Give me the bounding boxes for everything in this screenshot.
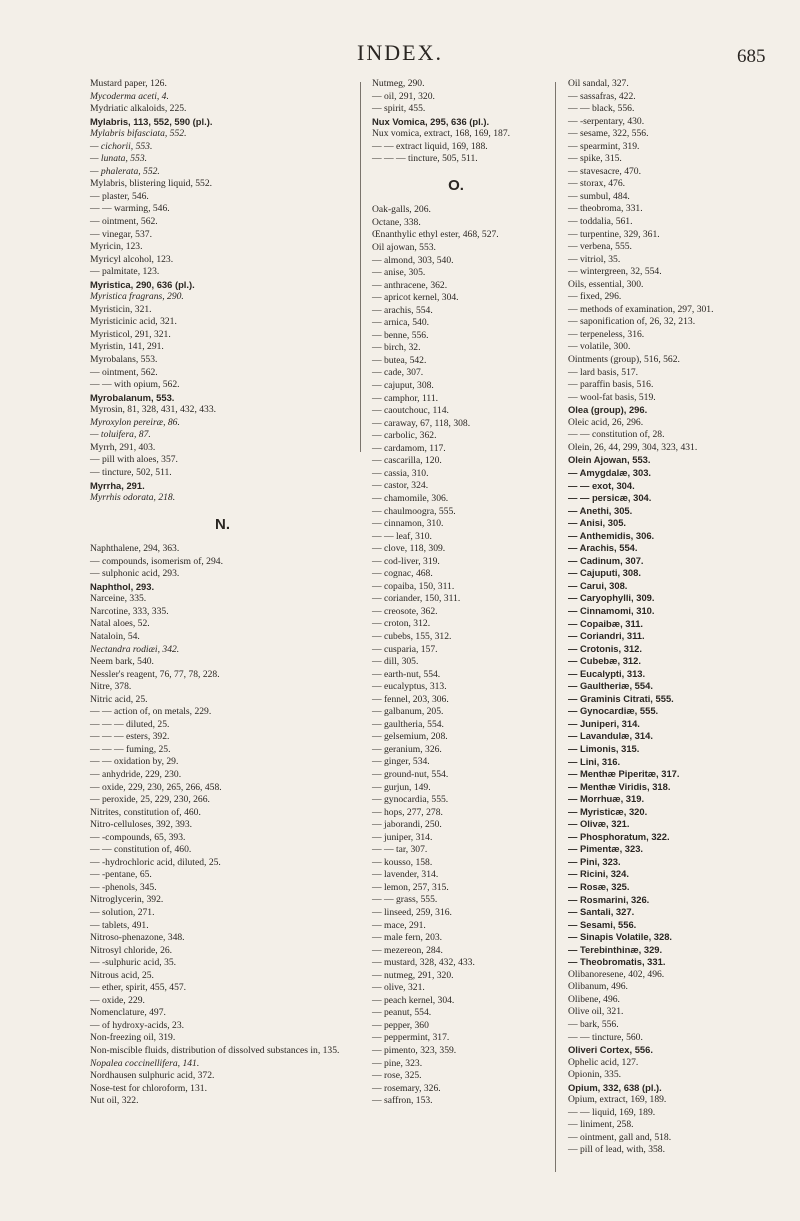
index-entry: — — — fuming, 25. [90,743,171,755]
index-entry: — peach kernel, 304. [372,994,455,1006]
index-entry: — Cinnamomi, 310. [568,604,655,616]
index-entry: — — warming, 546. [90,203,170,215]
index-entry: — Pimentæ, 323. [568,843,644,855]
index-entry: Olea (group), 296. [568,404,648,416]
index-entry: Myrobalans, 553. [90,354,158,366]
index-entry: — vitriol, 35. [568,253,621,265]
index-entry: — rosemary, 326. [372,1082,441,1094]
index-entry: Olein, 26, 44, 299, 304, 323, 431. [568,441,698,453]
index-entry: — stavesacre, 470. [568,165,641,177]
index-entry: — mace, 291. [372,919,426,931]
index-entry: — tablets, 491. [90,919,149,931]
index-entry: Myricin, 123. [90,241,143,253]
index-entry: — — liquid, 169, 189. [568,1106,656,1118]
index-entry: — geranium, 326. [372,743,442,755]
index-entry: — methods of examination, 297, 301. [568,303,714,315]
index-entry: — wintergreen, 32, 554. [568,266,662,278]
page-title: INDEX. [357,40,443,65]
index-entry: Non-miscible fluids, distribution of dissolved substances in, 135. [90,1045,340,1057]
index-entry: — Anthemidis, 306. [568,529,655,541]
index-entry: — oxide, 229, 230, 265, 266, 458. [90,781,222,793]
index-entry: Nitre, 378. [90,681,132,693]
page-number: 685 [737,46,766,67]
section-letter: N. [215,515,230,533]
index-entry: — oxide, 229. [90,994,145,1006]
index-entry: — Ricini, 324. [568,868,629,880]
index-entry: — -compounds, 65, 393. [90,831,186,843]
index-entry: — — — tincture, 505, 511. [372,153,478,165]
index-entry: Nitric acid, 25. [90,693,148,705]
index-entry: — terpeneless, 316. [568,328,645,340]
index-entry: Nitroglycerin, 392. [90,894,164,906]
index-entry: — lard basis, 517. [568,366,639,378]
index-entry: — spike, 315. [568,153,622,165]
index-entry: — Arachis, 554. [568,542,638,554]
index-entry: — almond, 303, 540. [372,254,454,266]
index-entry: — caraway, 67, 118, 308. [372,417,471,429]
index-entry: — apricot kernel, 304. [372,292,459,304]
index-entry: — cichorii, 553. [90,140,153,152]
index-entry: — Cajuputi, 308. [568,567,641,579]
index-entry: Oils, essential, 300. [568,278,644,290]
index-entry: — compounds, isomerism of, 294. [90,555,223,567]
index-entry: — arnica, 540. [372,317,430,329]
index-entry: — carbolic, 362. [372,430,437,442]
section-letter: O. [448,176,464,194]
index-entry: Naphthalene, 294, 363. [90,543,180,555]
index-entry: — gynocardia, 555. [372,794,449,806]
index-entry: Mylabris, blistering liquid, 552. [90,178,213,190]
index-entry: Myrrha, 291. [90,479,145,491]
index-column-3 [568,78,793,1157]
index-entry: — linseed, 259, 316. [372,907,452,918]
index-entry: — anthracene, 362. [372,279,448,291]
index-entry: — sulphonic acid, 293. [90,568,180,580]
index-entry: Myristicinic acid, 321. [90,316,177,328]
index-entry: — -phenols, 345. [90,881,157,893]
index-entry: Mycoderma aceti, 4. [90,90,169,102]
index-entry: Nitrous acid, 25. [90,969,154,981]
index-entry: — ointment, 562. [90,216,158,228]
index-entry: Myrrh, 291, 403. [90,441,156,453]
index-entry: — benne, 556. [372,329,429,341]
index-entry: — bark, 556. [568,1019,619,1031]
index-entry: Myrobalanum, 553. [90,391,175,403]
index-entry: — Theobromatis, 331. [568,956,666,968]
index-entry: — cade, 307. [372,367,424,379]
index-entry: — — tar, 307. [372,844,428,856]
index-entry: — Coriandri, 311. [568,630,645,642]
index-entry: — plaster, 546. [90,190,149,202]
index-entry: — galbanum, 205. [372,706,444,718]
index-entry: — kousso, 158. [372,856,433,868]
index-entry: — vinegar, 537. [90,228,152,240]
index-entry: — earth-nut, 554. [372,668,441,680]
index-entry: — cubebs, 155, 312. [372,630,452,642]
index-entry: — — — esters, 392. [90,731,170,743]
index-entry: — palmitate, 123. [90,266,160,278]
index-entry: — storax, 476. [568,178,626,190]
index-entry: — Rosæ, 325. [568,881,630,892]
index-entry: — cusparia, 157. [372,643,438,655]
index-entry: Olein Ajowan, 553. [568,454,651,466]
index-entry: — Lavandulæ, 314. [568,730,653,742]
index-entry: — pimento, 323, 359. [372,1045,457,1057]
index-entry: Olibene, 496. [568,993,620,1005]
index-entry: — liniment, 258. [568,1119,634,1131]
index-entry: — olive, 321. [372,982,425,994]
index-entry: — Santali, 327. [568,906,635,918]
index-entry: — cardamom, 117. [372,442,446,454]
index-entry: — fixed, 296. [568,291,622,303]
index-entry: — clove, 118, 309. [372,543,446,555]
index-entry: — nutmeg, 291, 320. [372,969,454,981]
index-entry: — turpentine, 329, 361. [568,228,660,240]
index-entry: — croton, 312. [372,618,431,630]
index-entry: Opium, extract, 169, 189. [568,1094,667,1106]
index-entry: — — action of, on metals, 229. [90,706,212,718]
index-entry: — — black, 556. [568,103,635,115]
index-entry: — cajuput, 308. [372,380,434,392]
index-entry: — Morrhuæ, 319. [568,793,645,805]
index-entry: — anise, 305. [372,267,426,279]
index-entry: — cascarilla, 120. [372,455,442,467]
index-entry: — Juniperi, 314. [568,717,640,729]
index-entry: Narceine, 335. [90,593,147,605]
index-entry: Myristin, 141, 291. [90,341,164,353]
index-entry: Nitroso-phenazone, 348. [90,932,185,944]
index-entry: — Anisi, 305. [568,517,627,529]
index-entry: — ginger, 534. [372,756,430,768]
index-entry: Oil sandal, 327. [568,78,629,89]
index-entry: — peroxide, 25, 229, 230, 266. [90,794,210,806]
index-entry: Olibanum, 496. [568,981,628,993]
index-entry: — Terebinthinæ, 329. [568,943,663,955]
index-entry: Ophelic acid, 127. [568,1056,639,1068]
index-entry: Naphthol, 293. [90,580,155,592]
index-entry: — arachis, 554. [372,304,433,316]
index-entry: — gaultheria, 554. [372,718,444,730]
index-entry: — Rosmarini, 326. [568,893,650,905]
index-entry: Nataloin, 54. [90,630,140,642]
index-entry: — chamomile, 306. [372,492,449,504]
index-entry: — ointment, gall and, 518. [568,1131,672,1143]
index-entry: — pine, 323. [372,1057,423,1069]
index-entry: Mydriatic alkaloids, 225. [90,103,187,115]
index-entry: — anhydride, 229, 230. [90,768,182,780]
index-entry: — — grass, 555. [372,894,438,906]
index-entry: Myristica fragrans, 290. [90,291,184,303]
index-entry: Nectandra rodiæi, 342. [90,643,180,655]
index-entry: — peanut, 554. [372,1007,432,1019]
index-entry: — coriander, 150, 311. [372,593,461,605]
index-entry: Œnanthylic ethyl ester, 468, 527. [372,229,499,241]
index-entry: Nut oil, 322. [90,1095,139,1107]
index-entry: — mustard, 328, 432, 433. [372,957,475,969]
index-entry: — — with opium, 562. [90,379,180,391]
index-entry: — peppermint, 317. [372,1032,450,1044]
index-entry: — Copaibæ, 311. [568,617,644,629]
index-entry: Myricyl alcohol, 123. [90,253,174,265]
index-entry: — Olivæ, 321. [568,818,630,830]
column-divider [555,82,556,1172]
index-entry: — eucalyptus, 313. [372,681,447,693]
index-entry: Oliveri Cortex, 556. [568,1044,653,1056]
index-entry: — dill, 305. [372,656,419,668]
index-entry: — Limonis, 315. [568,742,640,754]
index-entry: — paraffin basis, 516. [568,379,654,391]
index-entry: Olive oil, 321. [568,1006,624,1018]
index-entry: — lemon, 257, 315. [372,881,449,893]
index-entry: — pepper, 360 [372,1019,429,1031]
index-entry: — spearmint, 319. [568,140,640,152]
index-entry: Myristica, 290, 636 (pl.). [90,278,195,290]
index-entry: — rose, 325. [372,1070,422,1082]
index-entry: Nessler's reagent, 76, 77, 78, 228. [90,668,220,680]
index-entry: — toddalia, 561. [568,216,633,228]
index-entry: — Cubebæ, 312. [568,655,641,667]
index-entry: Oleic acid, 26, 296. [568,416,644,428]
index-entry: — toluifera, 87. [90,429,151,441]
index-entry: — phalerata, 552. [90,165,160,177]
index-entry: Oak-galls, 206. [372,204,431,216]
index-entry: — jaborandi, 250. [372,819,442,831]
index-column-2 [372,78,540,1108]
index-entry: — spirit, 455. [372,103,426,115]
index-entry: Nux Vomica, 295, 636 (pl.). [372,115,490,127]
index-entry: Non-freezing oil, 319. [90,1032,176,1044]
index-entry: Mustard paper, 126. [90,78,167,89]
index-entry: — Myristicæ, 320. [568,805,648,817]
index-entry: — lunata, 553. [90,153,148,165]
index-entry: Nopalea coccinellifera, 141. [90,1057,200,1069]
index-entry: — -pentane, 65. [90,869,152,881]
index-entry: — male fern, 203. [372,932,443,944]
index-entry: — sesame, 322, 556. [568,128,649,140]
index-entry: — -hydrochloric acid, diluted, 25. [90,856,221,868]
index-entry: — Menthæ Viridis, 318. [568,780,671,792]
index-entry: — — constitution of, 460. [90,844,192,856]
index-entry: Oil ajowan, 553. [372,242,436,254]
index-entry: — creosote, 362. [372,605,438,617]
index-entry: Myroxylon pereiræ, 86. [90,416,180,428]
column-divider [360,82,361,452]
index-entry: — birch, 32. [372,342,421,354]
index-entry: — theobroma, 331. [568,203,643,215]
index-entry: Nordhausen sulphuric acid, 372. [90,1070,215,1082]
index-entry: — ointment, 562. [90,366,158,378]
index-entry: Nutmeg, 290. [372,78,425,89]
index-entry: Nux vomica, extract, 168, 169, 187. [372,128,511,140]
index-entry: Nomenclature, 497. [90,1007,166,1019]
index-entry: — -serpentary, 430. [568,115,645,127]
index-entry: — Phosphoratum, 322. [568,830,670,842]
index-entry: — Pini, 323. [568,855,621,867]
index-entry: Ointments (group), 516, 562. [568,354,680,366]
index-entry: — Cadinum, 307. [568,554,644,566]
index-entry: Myrosin, 81, 328, 431, 432, 433. [90,404,217,416]
index-entry: — — exot, 304. [568,479,635,491]
index-entry: — Crotonis, 312. [568,642,642,654]
index-entry: — — tincture, 560. [568,1031,643,1043]
index-entry: Mylabris bifasciata, 552. [90,128,187,140]
index-entry: — chaulmoogra, 555. [372,505,456,517]
index-entry: — copaiba, 150, 311. [372,580,455,592]
index-entry: — volatile, 300. [568,341,631,353]
index-entry: — saponification of, 26, 32, 213. [568,316,696,328]
index-entry: — juniper, 314. [372,831,433,843]
index-entry: Nitrosyl chloride, 26. [90,944,173,956]
index-entry: — — oxidation by, 29. [90,756,179,768]
index-entry: — mezereon, 284. [372,944,443,956]
index-entry: — Carui, 308. [568,579,628,591]
index-entry: — — constitution of, 28. [568,429,665,441]
index-entry: — oil, 291, 320. [372,90,435,102]
index-entry: — fennel, 203, 306. [372,693,449,705]
index-entry: — cod-liver, 319. [372,555,440,567]
index-entry: — hops, 277, 278. [372,806,443,818]
index-entry: — ether, spirit, 455, 457. [90,982,187,994]
index-entry: — tincture, 502, 511. [90,466,172,478]
index-entry: — lavender, 314. [372,869,439,881]
index-entry: — Graminis Citrati, 555. [568,692,674,704]
index-entry: — Gaultheriæ, 554. [568,680,653,692]
index-entry: Nitrites, constitution of, 460. [90,806,201,818]
index-entry: — solution, 271. [90,907,155,918]
index-entry: — caoutchouc, 114. [372,405,449,417]
index-entry: Olibanoresene, 402, 496. [568,968,665,980]
index-entry: — Amygdalæ, 303. [568,466,652,478]
index-entry: — sassafras, 422. [568,90,636,102]
index-entry: — Caryophylli, 309. [568,592,655,604]
index-column-1 [90,78,355,1108]
index-entry: — — persicæ, 304. [568,492,652,504]
index-entry: — Lini, 316. [568,755,621,767]
index-entry: — gurjun, 149. [372,781,431,793]
index-entry: Opionin, 335. [568,1069,622,1081]
index-entry: Narcotine, 333, 335. [90,605,169,617]
index-entry: Myristicol, 291, 321. [90,328,171,340]
index-entry: — gelsemium, 208. [372,731,448,743]
index-entry: Myristicin, 321. [90,303,152,315]
index-entry: — — — diluted, 25. [90,718,170,730]
index-entry: — — extract liquid, 169, 188. [372,140,488,152]
index-entry: — ground-nut, 554. [372,768,449,780]
index-entry: — Sinapis Volatile, 328. [568,931,673,943]
index-entry: — Anethi, 305. [568,504,633,516]
index-entry: — Eucalypti, 313. [568,667,646,679]
index-entry: — pill with aloes, 357. [90,454,178,466]
index-entry: — cinnamon, 310. [372,518,444,530]
index-entry: — castor, 324. [372,480,429,492]
index-entry: — saffron, 153. [372,1095,433,1107]
index-entry: Opium, 332, 638 (pl.). [568,1081,662,1093]
index-entry: — -sulphuric acid, 35. [90,957,177,969]
index-entry: Neem bark, 540. [90,656,154,668]
index-entry: — Sesami, 556. [568,918,637,930]
index-entry: Myrrhis odorata, 218. [90,492,176,504]
index-entry: — sumbul, 484. [568,190,630,202]
index-entry: Octane, 338. [372,216,421,228]
index-entry: — of hydroxy-acids, 23. [90,1019,185,1031]
index-entry: Nose-test for chloroform, 131. [90,1082,207,1094]
index-entry: — pill of lead, with, 358. [568,1144,665,1156]
index-entry: Natal aloes, 52. [90,618,150,630]
index-entry: — Menthæ Piperitæ, 317. [568,768,680,780]
index-entry: Nitro-celluloses, 392, 393. [90,819,193,831]
index-entry: — butea, 542. [372,354,427,366]
index-entry: — camphor, 111. [372,392,439,404]
index-entry: — cassia, 310. [372,467,429,479]
index-entry: — wool-fat basis, 519. [568,391,656,403]
index-entry: — Gynocardiæ, 555. [568,705,659,717]
index-entry: Mylabris, 113, 552, 590 (pl.). [90,115,213,127]
index-entry: — — leaf, 310. [372,530,432,542]
index-entry: — cognac, 468. [372,568,433,580]
index-entry: — verbena, 555. [568,241,632,253]
